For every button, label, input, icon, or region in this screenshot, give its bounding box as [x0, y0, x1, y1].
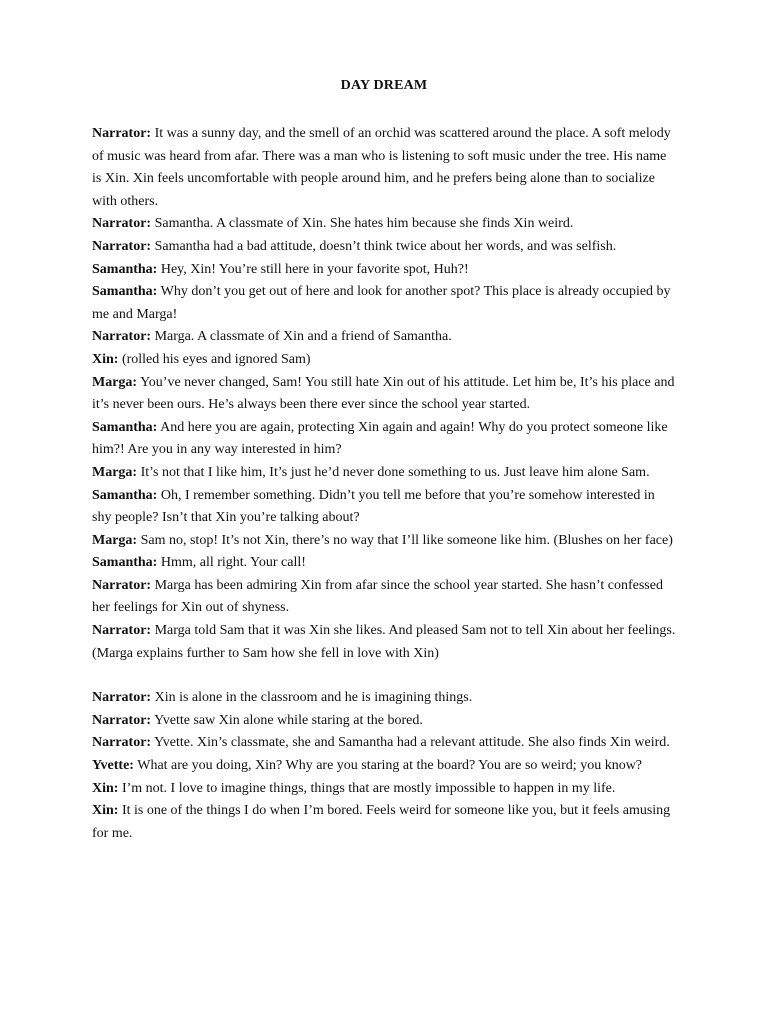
speaker-name: Narrator:: [92, 735, 152, 751]
dialogue-text: What are you doing, Xin? Why are you staring at the board? You are so weird; you know?: [137, 758, 643, 774]
speaker-name: Samantha:: [92, 487, 158, 503]
speaker-name: Narrator:: [92, 238, 152, 254]
dialogue-line: [92, 236, 676, 259]
dialogue-text: Why don’t you get out of here and look for another spot? This place is already occupied by me and Marga!: [92, 284, 671, 322]
script-section: [92, 687, 676, 845]
document-title: DAY DREAM: [340, 78, 428, 93]
dialogue-line: [92, 417, 676, 462]
dialogue-text: It is one of the things I do when I’m bored. Feels weird for someone like you, but it feels amusing for me.: [92, 803, 671, 841]
dialogue-line: [92, 732, 676, 755]
dialogue-text: It was a sunny day, and the smell of an orchid was scattered around the place. A soft melody of music was heard from afar. There was a man who is listening to soft music under the tree. His name is Xin. Xin feels uncomfortable with people around him, and he prefers being alone than to socialize with others.: [92, 126, 671, 209]
dialogue-line: [92, 620, 676, 665]
dialogue-text: (rolled his eyes and ignored Sam): [121, 351, 311, 367]
dialogue-line: [92, 710, 676, 733]
dialogue-line: [92, 778, 676, 801]
dialogue-line: [92, 213, 676, 236]
speaker-name: Xin:: [92, 351, 119, 367]
dialogue-line: [92, 326, 676, 349]
dialogue-line: [92, 123, 676, 213]
dialogue-text: Marga has been admiring Xin from afar since the school year started. She hasn’t confessed her feelings for Xin out of shyness.: [92, 577, 663, 616]
dialogue-line: [92, 281, 676, 326]
speaker-name: Narrator:: [92, 126, 152, 141]
script-section: [92, 123, 676, 665]
dialogue-line: [92, 462, 676, 485]
speaker-name: Marga:: [92, 374, 138, 390]
dialogue-line: [92, 687, 676, 710]
dialogue-text: Xin is alone in the classroom and he is imagining things.: [154, 690, 473, 706]
dialogue-text: Hey, Xin! You’re still here in your favorite spot, Huh?!: [160, 261, 469, 277]
dialogue-line: [92, 485, 676, 530]
speaker-name: Marga:: [92, 532, 138, 548]
speaker-name: Narrator:: [92, 577, 152, 593]
dialogue-line: [92, 755, 676, 778]
speaker-name: Xin:: [92, 780, 119, 796]
dialogue-line: [92, 575, 676, 620]
dialogue-line: [92, 259, 676, 282]
speaker-name: Narrator:: [92, 216, 152, 232]
dialogue-text: Samantha had a bad attitude, doesn’t think twice about her words, and was selfish.: [154, 238, 617, 254]
dialogue-text: It’s not that I like him, It’s just he’d never done something to us. Just leave him alone Sam.: [140, 464, 650, 480]
speaker-name: Marga:: [92, 464, 138, 480]
speaker-name: Yvette:: [92, 758, 134, 774]
speaker-name: Samantha:: [92, 419, 158, 435]
dialogue-text: Hmm, all right. Your call!: [160, 555, 306, 571]
dialogue-line: [92, 349, 676, 372]
dialogue-text: Yvette saw Xin alone while staring at the bored.: [154, 712, 423, 728]
script-body: [92, 123, 676, 845]
speaker-name: Samantha:: [92, 261, 158, 277]
speaker-name: Samantha:: [92, 555, 158, 571]
dialogue-line: [92, 552, 676, 575]
speaker-name: Narrator:: [92, 623, 152, 639]
dialogue-line: [92, 530, 676, 553]
dialogue-line: [92, 800, 676, 845]
dialogue-text: Yvette. Xin’s classmate, she and Samantha had a relevant attitude. She also finds Xin weird.: [154, 735, 670, 751]
dialogue-text: You’ve never changed, Sam! You still hate Xin out of his attitude. Let him be, It’s his place and it’s never been ours. He’s always been there ever since the school year started.: [92, 374, 675, 413]
dialogue-text: I’m not. I love to imagine things, things that are mostly impossible to happen in my life.: [121, 780, 616, 796]
dialogue-text: Oh, I remember something. Didn’t you tell me before that you’re somehow interested in shy people? Isn’t that Xin you’re talking about?: [92, 487, 655, 526]
speaker-name: Xin:: [92, 803, 119, 819]
dialogue-line: [92, 372, 676, 417]
dialogue-text: Marga. A classmate of Xin and a friend of Samantha.: [154, 329, 452, 345]
dialogue-text: Sam no, stop! It’s not Xin, there’s no way that I’ll like someone like him. (Blushes on her face): [140, 532, 673, 548]
speaker-name: Narrator:: [92, 712, 152, 728]
speaker-name: Samantha:: [92, 284, 158, 300]
speaker-name: Narrator:: [92, 329, 152, 345]
speaker-name: Narrator:: [92, 690, 152, 706]
dialogue-text: Marga told Sam that it was Xin she likes. And pleased Sam not to tell Xin about her feelings. (Marga explains further to Sam how she fell in love with Xin): [92, 623, 676, 661]
dialogue-text: Samantha. A classmate of Xin. She hates him because she finds Xin weird.: [154, 216, 574, 232]
dialogue-text: And here you are again, protecting Xin again and again! Why do you protect someone like him?! Are you in any way interested in him?: [92, 419, 668, 458]
